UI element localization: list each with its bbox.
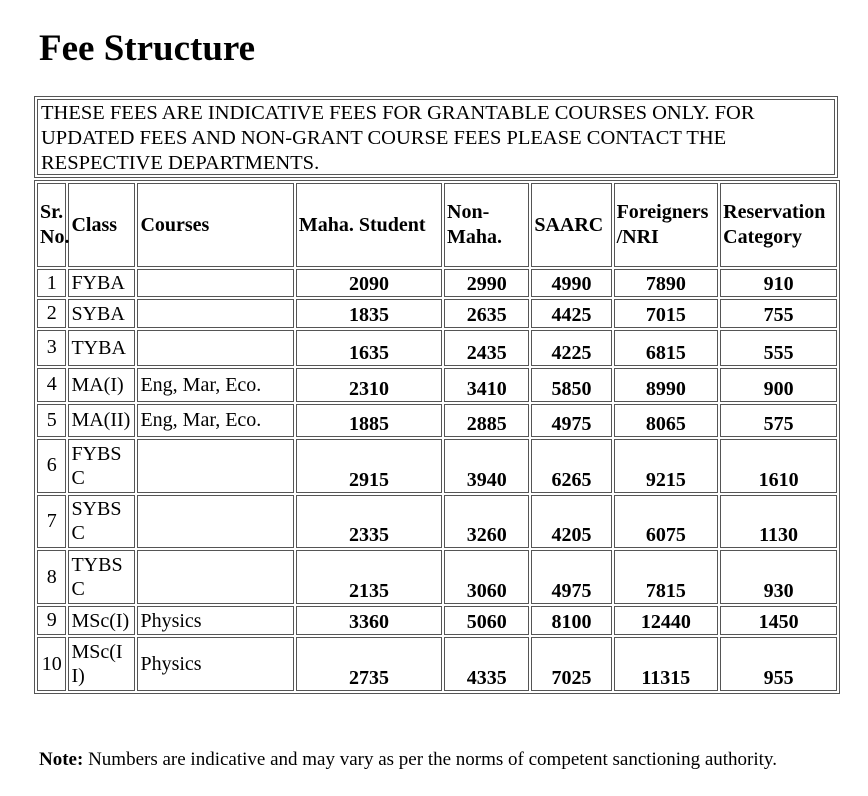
cell-reservation-category: 1130 xyxy=(720,495,837,549)
cell-maha-student: 1835 xyxy=(296,299,442,327)
cell-courses: Eng, Mar, Eco. xyxy=(137,368,293,401)
cell-non-maha: 2435 xyxy=(444,330,529,366)
cell-sr-no: 4 xyxy=(37,368,66,401)
cell-courses: Physics xyxy=(137,606,293,635)
table-row xyxy=(37,299,837,327)
cell-non-maha: 4335 xyxy=(444,637,529,691)
cell-reservation-category: 755 xyxy=(720,299,837,327)
header-saarc: SAARC xyxy=(531,183,611,267)
cell-saarc: 6265 xyxy=(531,439,611,493)
cell-class: MSc(II) xyxy=(68,637,135,691)
header-foreigners-nri: Foreigners /NRI xyxy=(614,183,719,267)
cell-non-maha: 3410 xyxy=(444,368,529,401)
table-header-row xyxy=(37,183,837,267)
fee-table xyxy=(34,180,840,694)
cell-saarc: 8100 xyxy=(531,606,611,635)
header-courses: Courses xyxy=(137,183,293,267)
cell-courses xyxy=(137,299,293,327)
cell-maha-student: 3360 xyxy=(296,606,442,635)
cell-courses xyxy=(137,495,293,549)
cell-class: TYBSC xyxy=(68,550,135,604)
table-row xyxy=(37,606,837,635)
cell-class: MA(II) xyxy=(68,404,135,437)
cell-sr-no: 5 xyxy=(37,404,66,437)
cell-foreigners-nri: 7815 xyxy=(614,550,719,604)
note-label: Note: xyxy=(39,749,84,770)
cell-saarc: 4425 xyxy=(531,299,611,327)
table-row xyxy=(37,637,837,691)
cell-saarc: 7025 xyxy=(531,637,611,691)
cell-class: MA(I) xyxy=(68,368,135,401)
table-row xyxy=(37,368,837,401)
cell-foreigners-nri: 11315 xyxy=(614,637,719,691)
cell-reservation-category: 555 xyxy=(720,330,837,366)
cell-sr-no: 2 xyxy=(37,299,66,327)
cell-sr-no: 3 xyxy=(37,330,66,366)
cell-class: FYBSC xyxy=(68,439,135,493)
cell-foreigners-nri: 6815 xyxy=(614,330,719,366)
cell-foreigners-nri: 6075 xyxy=(614,495,719,549)
cell-foreigners-nri: 9215 xyxy=(614,439,719,493)
table-row xyxy=(37,330,837,366)
cell-maha-student: 2135 xyxy=(296,550,442,604)
header-reservation-category: Reservation Category xyxy=(720,183,837,267)
cell-courses xyxy=(137,439,293,493)
table-row xyxy=(37,439,837,493)
page-title: Fee Structure xyxy=(39,28,256,69)
cell-non-maha: 3060 xyxy=(444,550,529,604)
cell-reservation-category: 930 xyxy=(720,550,837,604)
notice-box xyxy=(34,96,838,178)
table-row xyxy=(37,495,837,549)
table-row xyxy=(37,404,837,437)
cell-saarc: 4225 xyxy=(531,330,611,366)
cell-sr-no: 1 xyxy=(37,269,66,297)
cell-sr-no: 9 xyxy=(37,606,66,635)
cell-saarc: 5850 xyxy=(531,368,611,401)
cell-non-maha: 2885 xyxy=(444,404,529,437)
cell-maha-student: 1635 xyxy=(296,330,442,366)
cell-sr-no: 6 xyxy=(37,439,66,493)
cell-maha-student: 1885 xyxy=(296,404,442,437)
cell-reservation-category: 1610 xyxy=(720,439,837,493)
notice-text: THESE FEES ARE INDICATIVE FEES FOR GRANTABLE COURSES ONLY. FOR UPDATED FEES AND NON-GRANT COURSE FEES PLEASE CONTACT THE RESPECTIVE DEPARTMENTS. xyxy=(37,99,835,175)
cell-class: TYBA xyxy=(68,330,135,366)
cell-class: MSc(I) xyxy=(68,606,135,635)
cell-sr-no: 8 xyxy=(37,550,66,604)
cell-saarc: 4975 xyxy=(531,404,611,437)
cell-reservation-category: 575 xyxy=(720,404,837,437)
header-class: Class xyxy=(68,183,135,267)
cell-courses: Eng, Mar, Eco. xyxy=(137,404,293,437)
note xyxy=(39,747,777,772)
cell-maha-student: 2090 xyxy=(296,269,442,297)
cell-foreigners-nri: 7015 xyxy=(614,299,719,327)
cell-class: SYBSC xyxy=(68,495,135,549)
cell-non-maha: 5060 xyxy=(444,606,529,635)
cell-non-maha: 3260 xyxy=(444,495,529,549)
cell-sr-no: 10 xyxy=(37,637,66,691)
cell-maha-student: 2335 xyxy=(296,495,442,549)
table-row xyxy=(37,550,837,604)
cell-foreigners-nri: 12440 xyxy=(614,606,719,635)
note-text: Numbers are indicative and may vary as per the norms of competent sanctioning authority. xyxy=(83,749,777,770)
cell-foreigners-nri: 8990 xyxy=(614,368,719,401)
cell-maha-student: 2310 xyxy=(296,368,442,401)
cell-non-maha: 2990 xyxy=(444,269,529,297)
cell-saarc: 4990 xyxy=(531,269,611,297)
cell-saarc: 4205 xyxy=(531,495,611,549)
cell-non-maha: 2635 xyxy=(444,299,529,327)
cell-courses xyxy=(137,330,293,366)
cell-courses xyxy=(137,269,293,297)
cell-maha-student: 2735 xyxy=(296,637,442,691)
cell-courses: Physics xyxy=(137,637,293,691)
cell-foreigners-nri: 8065 xyxy=(614,404,719,437)
cell-reservation-category: 900 xyxy=(720,368,837,401)
cell-foreigners-nri: 7890 xyxy=(614,269,719,297)
header-non-maha: Non-Maha. xyxy=(444,183,529,267)
cell-class: SYBA xyxy=(68,299,135,327)
cell-courses xyxy=(137,550,293,604)
cell-reservation-category: 1450 xyxy=(720,606,837,635)
cell-sr-no: 7 xyxy=(37,495,66,549)
cell-maha-student: 2915 xyxy=(296,439,442,493)
cell-non-maha: 3940 xyxy=(444,439,529,493)
header-maha-student: Maha. Student xyxy=(296,183,442,267)
header-sr-no: Sr. No. xyxy=(37,183,66,267)
cell-reservation-category: 955 xyxy=(720,637,837,691)
table-row xyxy=(37,269,837,297)
cell-class: FYBA xyxy=(68,269,135,297)
cell-saarc: 4975 xyxy=(531,550,611,604)
cell-reservation-category: 910 xyxy=(720,269,837,297)
